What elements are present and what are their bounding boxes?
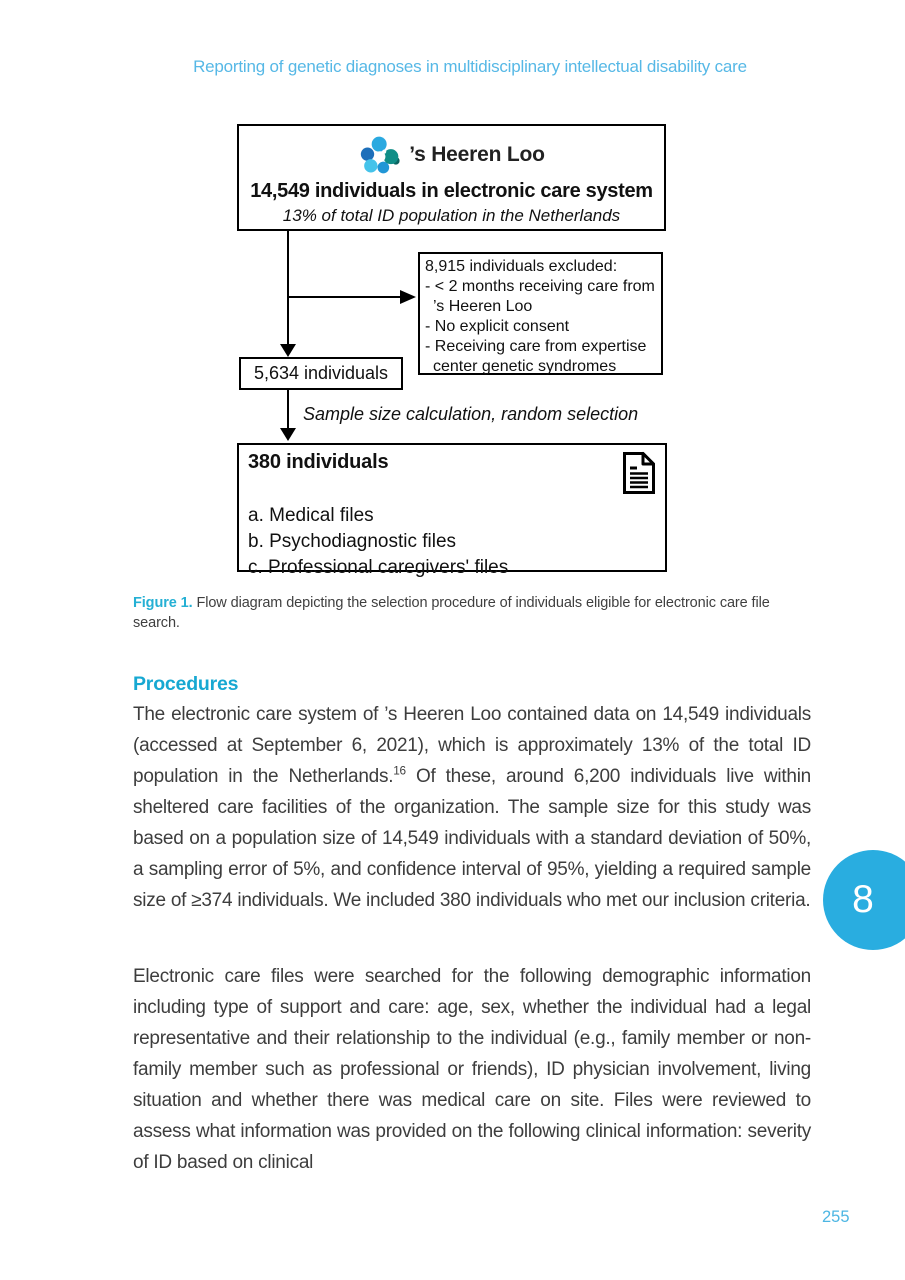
paragraph: Electronic care files were searched for the following demographic information including type of support and care: age, sex, whether the individual had a legal representative and their relationship to the individual (e.g., family member or non-family member such as professional or friends), ID physician involvement, living situation and whether there was medical care on site. Files were reviewed to assess what information was provided on the following clinical information: severity of ID based on clinical xyxy=(133,966,811,1173)
exclusion-line: - < 2 months receiving care from xyxy=(425,278,655,295)
paragraph-text: The electronic care system of ’s Heeren Loo contained data on 14,549 individuals (accessed at September 6, 2021), which is approximately 13% of the total ID population in the Netherlands. xyxy=(133,704,811,787)
s-heeren-loo-logo-icon xyxy=(358,135,402,175)
figure-caption xyxy=(133,593,813,633)
document-icon xyxy=(622,451,656,495)
exclusion-box xyxy=(418,252,663,375)
arrow-label: Sample size calculation, random selection xyxy=(303,404,639,424)
chapter-number: 8 xyxy=(852,878,874,921)
population-count: 14,549 individuals in electronic care system xyxy=(250,180,653,202)
figure-caption-text: Flow diagram depicting the selection procedure of individuals eligible for electronic care file search. xyxy=(133,595,770,631)
running-head: Reporting of genetic diagnoses in multidisciplinary intellectual disability care xyxy=(193,57,747,76)
paragraph xyxy=(133,699,811,916)
file-type-item: a. Medical files xyxy=(248,505,374,526)
logo-wordmark: ’s Heeren Loo xyxy=(409,143,545,166)
figure-caption-label: Figure 1. xyxy=(133,595,193,611)
sample-box xyxy=(237,443,667,578)
page-number: 255 xyxy=(822,1208,850,1226)
subset-box: 5,634 individuals xyxy=(239,357,403,390)
exclusion-line: - Receiving care from expertise xyxy=(425,338,647,355)
citation-superscript: 16 xyxy=(393,764,406,778)
paragraph-text: Of these, around 6,200 individuals live within sheltered care facilities of the organization. The sample size for this study was based on a population size of 14,549 individuals with a standard deviation of 50%, a sampling error of 5%, and confidence interval of 95%, yielding a required sample size of ≥374 individuals. We included 380 individuals who met our inclusion criteria. xyxy=(133,766,811,911)
section-heading: Procedures xyxy=(133,673,239,695)
exclusion-line: - No explicit consent xyxy=(425,318,570,335)
sample-count: 380 individuals xyxy=(248,451,389,473)
chapter-tab xyxy=(823,850,905,950)
population-note: 13% of total ID population in the Netherlands xyxy=(282,206,621,225)
exclusion-line: 8,915 individuals excluded: xyxy=(425,258,618,275)
file-type-item: b. Psychodiagnostic files xyxy=(248,531,457,552)
file-type-item: c. Professional caregivers' files xyxy=(248,557,509,578)
population-box xyxy=(237,124,666,231)
exclusion-line: ’s Heeren Loo xyxy=(433,298,533,315)
exclusion-line: center genetic syndromes xyxy=(433,358,617,375)
